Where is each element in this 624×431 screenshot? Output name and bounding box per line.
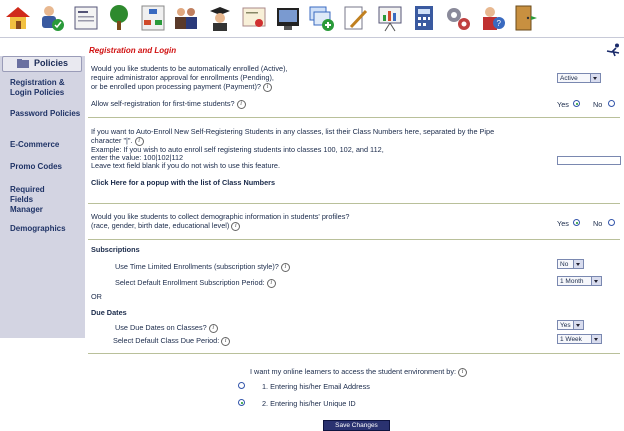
sidebar-header[interactable] (2, 56, 82, 72)
autoenroll-text-line1: If you want to Auto-Enroll New Self-Registering Students in any classes, list their Class Numbers here, separated by the Pipe (91, 127, 495, 136)
access-email-radio[interactable] (238, 382, 245, 389)
save-changes-button[interactable]: Save Changes (323, 420, 390, 431)
selfreg-question: Allow self-registration for first-time students? (91, 99, 235, 108)
page-title: Registration and Login (89, 46, 177, 55)
enroll-question-line3-wrap (91, 83, 272, 92)
due-dates-heading: Due Dates (91, 308, 127, 317)
sidebar (0, 56, 85, 338)
windows-add-icon[interactable] (307, 3, 335, 33)
divider (88, 239, 620, 240)
info-icon[interactable]: i (237, 100, 246, 109)
info-icon[interactable]: i (231, 222, 240, 231)
enroll-question-line2: require administrator approval for enrollments (Pending), (91, 73, 274, 82)
enroll-question-line1: Would you like students to be automatically enrolled (Active), (91, 64, 288, 73)
chevron-down-icon (591, 335, 601, 343)
chevron-down-icon (590, 74, 600, 82)
exit-door-icon[interactable] (511, 3, 539, 33)
autoenroll-text-line4: enter the value: 100|102|112 (91, 153, 184, 162)
help-person-icon[interactable] (478, 3, 506, 33)
learners-question-wrap (250, 368, 467, 377)
sidebar-item-required-fields[interactable]: Required Fields Manager (10, 185, 45, 214)
due-period-question-wrap (113, 337, 230, 346)
subscription-question: Use Time Limited Enrollments (subscription style)? (115, 262, 279, 271)
info-icon[interactable]: i (221, 337, 230, 346)
svg-text:?: ? (496, 19, 501, 28)
graduate-icon[interactable] (206, 3, 234, 33)
autoenroll-text-line3: Example: If you wish to auto enroll self registering students into classes 100, 102, and 112, (91, 145, 384, 154)
info-icon[interactable]: i (267, 279, 276, 288)
certificate-icon[interactable] (240, 3, 268, 33)
sidebar-item-promo-codes[interactable]: Promo Codes (10, 162, 63, 171)
due-period-value: 1 Week (560, 336, 582, 343)
main-content (88, 37, 624, 431)
subscription-question-wrap (115, 263, 290, 272)
selfreg-question-wrap (91, 100, 246, 109)
selfreg-no-radio[interactable] (608, 100, 615, 107)
due-dates-value: Yes (560, 322, 571, 329)
selfreg-yes-radio[interactable] (573, 100, 580, 107)
sidebar-item-ecommerce[interactable]: E-Commerce (10, 140, 60, 149)
gears-icon[interactable] (444, 3, 472, 33)
chart-board-icon[interactable] (376, 3, 404, 33)
demographics-question-line2-wrap (91, 222, 240, 231)
home-icon[interactable] (4, 3, 32, 33)
info-icon[interactable]: i (281, 263, 290, 272)
subscription-select[interactable] (557, 259, 584, 269)
chevron-down-icon (573, 321, 583, 329)
divider (88, 203, 620, 204)
sidebar-item-registration-login[interactable]: Registration & Login Policies (10, 78, 65, 97)
top-toolbar (0, 0, 624, 38)
chevron-down-icon (573, 260, 583, 268)
learners-question: I want my online learners to access the student environment by: (250, 367, 457, 376)
chevron-down-icon (591, 277, 601, 285)
sidebar-item-demographics[interactable]: Demographics (10, 224, 66, 233)
tree-icon[interactable] (105, 3, 133, 33)
video-icon[interactable] (274, 3, 302, 33)
due-dates-question: Use Due Dates on Classes? (115, 323, 207, 332)
enroll-question-line3: or be enrolled upon processing payment (Payment)? (91, 82, 261, 91)
demographics-yes-label: Yes (557, 219, 569, 228)
divider (88, 117, 620, 118)
subscription-period-value: 1 Month (560, 278, 584, 285)
due-dates-question-wrap (115, 324, 218, 333)
folder-icon (17, 59, 30, 68)
demographics-no-label: No (593, 219, 603, 228)
autoenroll-text-line5: Leave text field blank if you do not wish to use this feature. (91, 161, 281, 170)
document-icon[interactable] (72, 3, 100, 33)
access-email-label: 1. Entering his/her Email Address (262, 382, 370, 391)
autoenroll-classes-input[interactable] (557, 156, 621, 165)
people-icon[interactable] (172, 3, 200, 33)
subscription-period-select[interactable] (557, 276, 602, 286)
demographics-question-line2: (race, gender, birth date, educational level) (91, 221, 230, 230)
enrollment-status-select[interactable] (557, 73, 601, 83)
info-icon[interactable]: i (209, 324, 218, 333)
subscription-period-question: Select Default Enrollment Subscription Period: (115, 278, 265, 287)
enrollment-status-value: Active (560, 75, 578, 82)
info-icon[interactable]: i (263, 83, 272, 92)
due-period-question: Select Default Class Due Period: (113, 336, 220, 345)
users-check-icon[interactable] (38, 3, 66, 33)
org-chart-icon[interactable] (139, 3, 167, 33)
demographics-no-radio[interactable] (608, 219, 615, 226)
access-unique-id-label: 2. Entering his/her Unique ID (262, 399, 356, 408)
calculator-icon[interactable] (410, 3, 438, 33)
subscription-value: No (560, 261, 569, 268)
info-icon[interactable]: i (458, 368, 467, 377)
sidebar-header-label: Policies (34, 58, 69, 68)
demographics-question-line1: Would you like students to collect demographic information in students' profiles? (91, 212, 350, 221)
divider (88, 353, 620, 354)
selfreg-yes-label: Yes (557, 100, 569, 109)
runner-logo-icon (604, 43, 622, 59)
class-numbers-popup-link[interactable]: Click Here for a popup with the list of Class Numbers (91, 178, 276, 187)
demographics-yes-radio[interactable] (573, 219, 580, 226)
due-period-select[interactable] (557, 334, 602, 344)
autoenroll-text-line2: character "|". (91, 136, 133, 145)
info-icon[interactable]: i (135, 137, 144, 146)
or-label: OR (91, 292, 102, 301)
subscriptions-heading: Subscriptions (91, 245, 140, 254)
edit-document-icon[interactable] (341, 3, 369, 33)
access-unique-id-radio[interactable] (238, 399, 245, 406)
subscription-period-question-wrap (115, 279, 276, 288)
due-dates-select[interactable] (557, 320, 584, 330)
sidebar-item-password[interactable]: Password Policies (10, 109, 81, 118)
selfreg-no-label: No (593, 100, 603, 109)
